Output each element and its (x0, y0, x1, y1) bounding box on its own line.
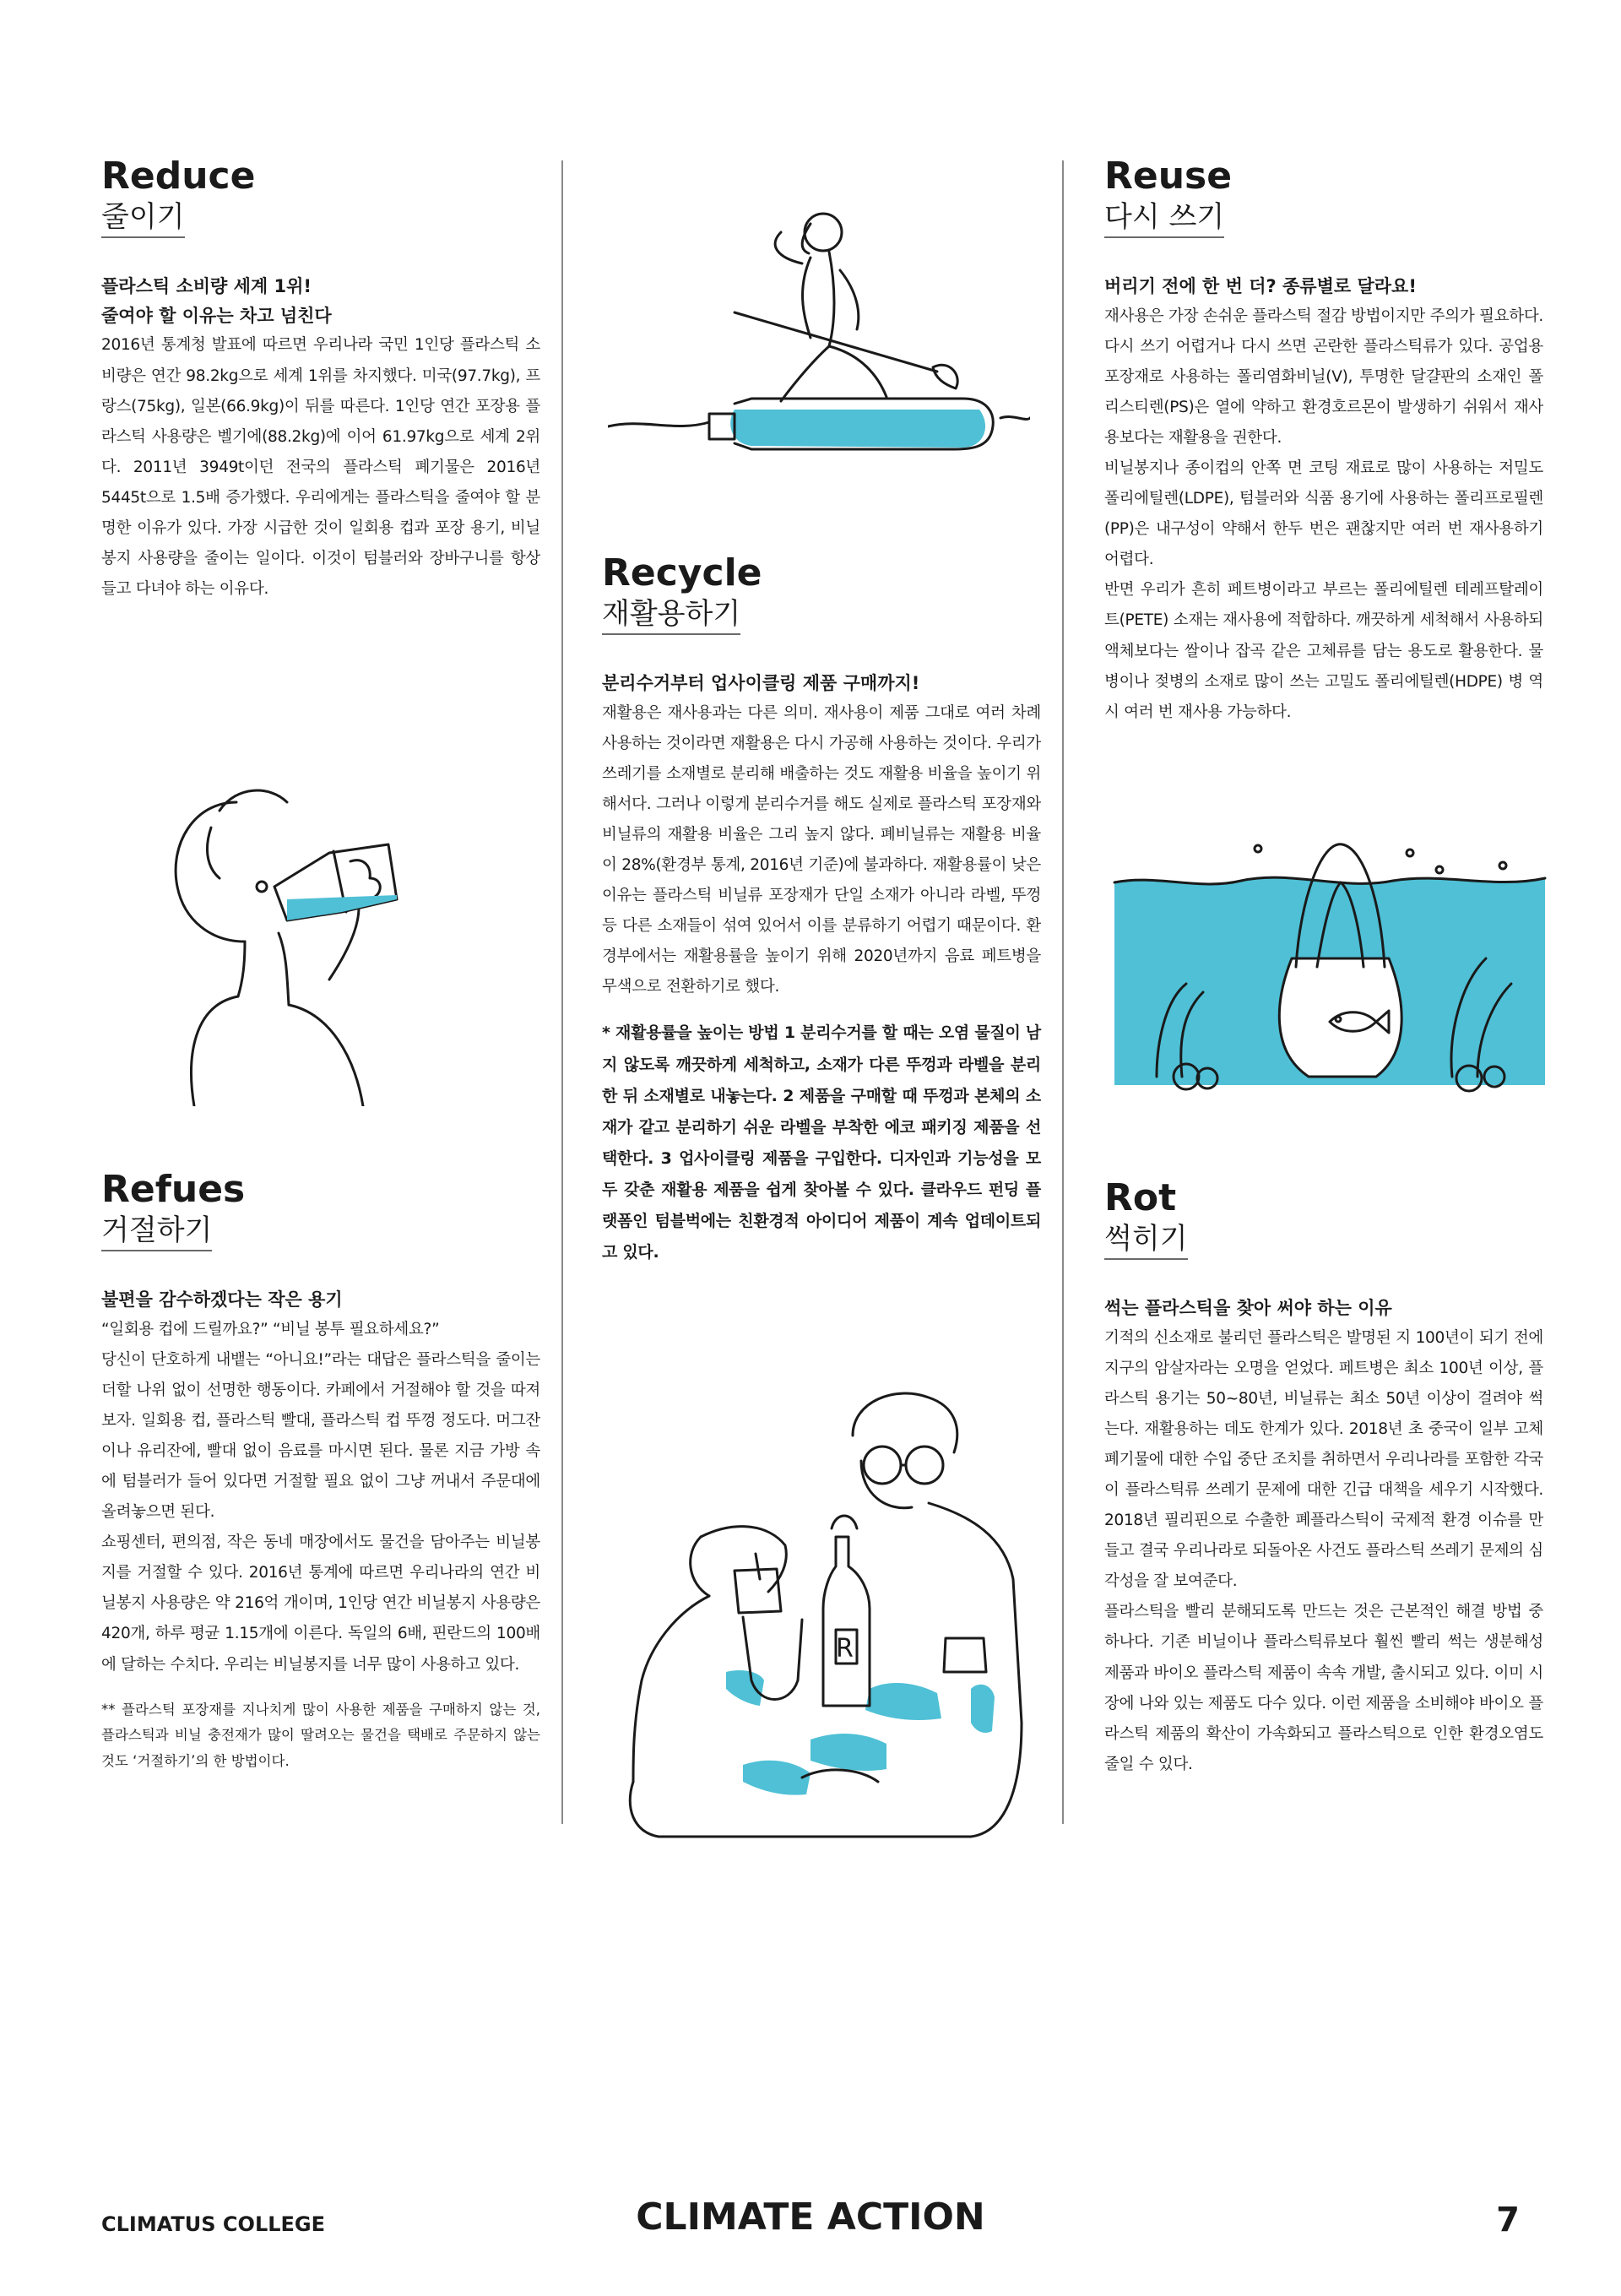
footer-title: CLIMATE ACTION (636, 2196, 985, 2239)
reuse-body (1104, 301, 1543, 728)
reuse-section (1104, 156, 1543, 728)
recycling-people-illustration (608, 1385, 1047, 1841)
recycle-title: Recycle (602, 551, 762, 594)
rot-para-1: 기적의 신소재로 불리던 플라스틱은 발명된 지 100년이 되기 전에 지구의 암살자라는 오명을 얻었다. 페트병은 최소 100년 이상, 플라스틱 용기는 50~80년, 비닐류는 최소 50년 이상이 걸려야 썩는다. 재활용하는 데도 한계가 있다. 2018년 초 중국이 일부 고체 폐기물에 대한 수입 중단 조치를 취하면서 우리나라를 포함한 각국이 플라스틱류 쓰레기 문제에 대한 긴급 대책을 세우기 시작했다. 2018년 필리핀으로 수출한 폐플라스틱이 국제적 환경 이슈를 만들고 결국 우리나라로 되돌아온 사건도 플라스틱 쓰레기 문제의 심각성을 잘 보여준다. (1104, 1328, 1543, 1591)
rot-subtitle: 썩히기 (1104, 1222, 1188, 1260)
reuse-para-1: 재사용은 가장 손쉬운 플라스틱 절감 방법이지만 주의가 필요하다. 다시 쓰기 어렵거나 다시 쓰면 곤란한 플라스틱류가 있다. 공업용 포장재로 사용하는 폴리염화비닐(V), 투명한 달걀판의 소재인 폴리스티렌(PS)은 열에 약하고 환경호르몬이 발생하기 쉬워서 재사용보다는 재활용을 권한다. (1104, 307, 1543, 448)
reduce-headline-line1: 플라스틱 소비량 세계 1위! (101, 276, 312, 297)
refues-para-3: 쇼핑센터, 편의점, 작은 동네 매장에서도 물건을 담아주는 비닐봉지를 거절할 수 있다. 2016년 통계에 따르면 우리나라의 연간 비닐봉지 사용량은 약 216억 개이며, 1인당 연간 비닐봉지 사용량은 420개, 하루 평균 1.15개에 이른다. 독일의 6배, 핀란드의 100배에 달하는 수치다. 우리는 비닐봉지를 너무 많이 사용하고 있다. (101, 1533, 540, 1674)
reuse-subtitle: 다시 쓰기 (1104, 200, 1224, 238)
refues-para-2: 당신이 단호하게 내뱉는 “아니요!”라는 대답은 플라스틱을 줄이는 더할 나위 없이 선명한 행동이다. 카페에서 거절해야 할 것을 따져보자. 일회용 컵, 플라스틱 빨대, 플라스틱 컵 뚜껑 정도다. 머그잔이나 유리잔에, 빨대 없이 음료를 마시면 된다. 물론 지금 가방 속에 텀블러가 들어 있다면 거절할 필요 없이 그냥 꺼내서 주문대에 올려놓으면 된다. (101, 1350, 540, 1522)
rot-para-2: 플라스틱을 빨리 분해되도록 만드는 것은 근본적인 해결 방법 중 하나다. 기존 비닐이나 플라스틱류보다 훨씬 빨리 썩는 생분해성 제품과 바이오 플라스틱 제품이 속속 개발, 출시되고 있다. 이미 시장에 나와 있는 제품도 다수 있다. 이런 제품을 소비해야 바이오 플라스틱 제품의 확산이 가속화되고 플라스틱으로 인한 환경오염도 줄일 수 있다. (1104, 1603, 1543, 1773)
refues-para-1: “일회용 컵에 드릴까요?” “비닐 봉투 필요하세요?” (101, 1320, 440, 1338)
recycle-body: 재활용은 재사용과는 다른 의미. 재사용이 제품 그대로 여러 차례 사용하는 것이라면 재활용은 다시 가공해 사용하는 것이다. 우리가 쓰레기를 소재별로 분리해 배출하는 것도 재활용 비율을 높이기 위해서다. 그러나 이렇게 분리수거를 해도 실제로 플라스틱 포장재와 비닐류의 재활용 비율은 그리 높지 않다. 폐비닐류는 재활용 비율이 28%(환경부 통계, 2016년 기준)에 불과하다. 재활용률이 낮은 이유는 플라스틱 비닐류 포장재가 단일 소재가 아니라 라벨, 뚜껑 등 다른 소재들이 섞여 있어서 이를 분류하기 어렵기 때문이다. 환경부에서는 재활용률을 높이기 위해 2020년까지 음료 페트병을 무색으로 전환하기로 했다. (602, 703, 1041, 996)
reuse-headline: 버리기 전에 한 번 더? 종류별로 달라요! (1104, 276, 1417, 297)
reduce-subtitle: 줄이기 (101, 200, 185, 238)
refues-title: Refues (101, 1168, 246, 1211)
rot-body (1104, 1323, 1543, 1780)
reuse-para-3: 반면 우리가 흔히 페트병이라고 부르는 폴리에틸렌 테레프탈레이트(PETE) 소재는 재사용에 적합하다. 깨끗하게 세척해서 사용하되 액체보다는 쌀이나 잡곡 같은 고체류를 담는 용도로 활용한다. 물병이나 젖병의 소재로 많이 쓰는 고밀도 폴리에틸렌(HDPE) 병 역시 여러 번 재사용 가능하다. (1104, 581, 1543, 721)
recycle-headline: 분리수거부터 업사이클링 제품 구매까지! (602, 673, 920, 694)
reduce-section (101, 156, 540, 605)
column-divider-right (1062, 160, 1064, 1824)
page-number: 7 (1496, 2201, 1520, 2239)
child-drinking-illustration (160, 752, 439, 1106)
column-divider-left (561, 160, 563, 1824)
reduce-body: 2016년 통계청 발표에 따르면 우리나라 국민 1인당 플라스틱 소비량은 연간 98.2kg으로 세계 1위를 차지했다. 미국(97.7kg), 프랑스(75kg), 일본(66.9kg)이 뒤를 따른다. 1인당 연간 포장용 플라스틱 사용량은 벨기에(88.2kg)에 이어 61.97kg으로 세계 2위다. 2011년 3949t이던 전국의 플라스틱 폐기물은 2016년 5445t으로 1.5배 증가했다. 우리에게는 플라스틱을 줄여야 할 분명한 이유가 있다. 가장 시급한 것이 일회용 컵과 포장 용기, 비닐봉지 사용량을 줄이는 일이다. 이것이 텀블러와 장바구니를 항상 들고 다녀야 하는 이유다. (101, 336, 540, 598)
rot-section (1104, 1178, 1543, 1780)
plastic-bag-sea-illustration (1106, 832, 1553, 1110)
refues-section (101, 1170, 540, 1774)
recycle-subtitle: 재활용하기 (602, 597, 740, 635)
rot-title: Rot (1104, 1176, 1177, 1219)
recycle-section (602, 553, 1041, 1268)
reuse-title: Reuse (1104, 155, 1233, 198)
recycle-note: * 재활용률을 높이는 방법 1 분리수거를 할 때는 오염 물질이 남지 않도록 깨끗하게 세척하고, 소재가 다른 뚜껑과 라벨을 분리한 뒤 소재별로 내놓는다. 2 제품을 구매할 때 뚜껑과 본체의 소재가 같고 분리하기 쉬운 라벨을 부착한 에코 패키징 제품을 선택한다. 3 업사이클링 제품을 구입한다. 디자인과 기능성을 모두 갖춘 재활용 제품을 쉽게 찾아볼 수 있다. 클라우드 펀딩 플랫폼인 텀블벅에는 친환경적 아이디어 제품이 계속 업데이트되고 있다. (602, 1023, 1041, 1262)
rot-headline: 썩는 플라스틱을 찾아 써야 하는 이유 (1104, 1298, 1392, 1319)
reduce-headline (101, 272, 540, 330)
refues-headline: 불편을 감수하겠다는 작은 용기 (101, 1289, 343, 1311)
reduce-headline-line2: 줄여야 할 이유는 차고 넘친다 (101, 305, 332, 326)
reuse-para-2: 비닐봉지나 종이컵의 안쪽 면 코팅 재료로 많이 사용하는 저밀도 폴리에틸렌(LDPE), 텀블러와 식품 용기에 사용하는 폴리프로필렌(PP)은 내구성이 약해서 한두 번은 괜찮지만 여러 번 재사용하기 어렵다. (1104, 459, 1543, 569)
refues-footnote: ** 플라스틱 포장재를 지나치게 많이 사용한 제품을 구매하지 않는 것, 플라스틱과 비닐 충전재가 많이 딸려오는 물건을 택배로 주문하지 않는 것도 ‘거절하기’의 한 방법이다. (101, 1701, 540, 1769)
footer-publisher: CLIMATUS COLLEGE (101, 2212, 326, 2236)
paddleboard-bottle-illustration (608, 211, 1030, 456)
bottle-r-label: R (836, 1634, 854, 1664)
reduce-title: Reduce (101, 155, 256, 198)
refues-body (101, 1315, 540, 1680)
refues-subtitle: 거절하기 (101, 1213, 212, 1251)
